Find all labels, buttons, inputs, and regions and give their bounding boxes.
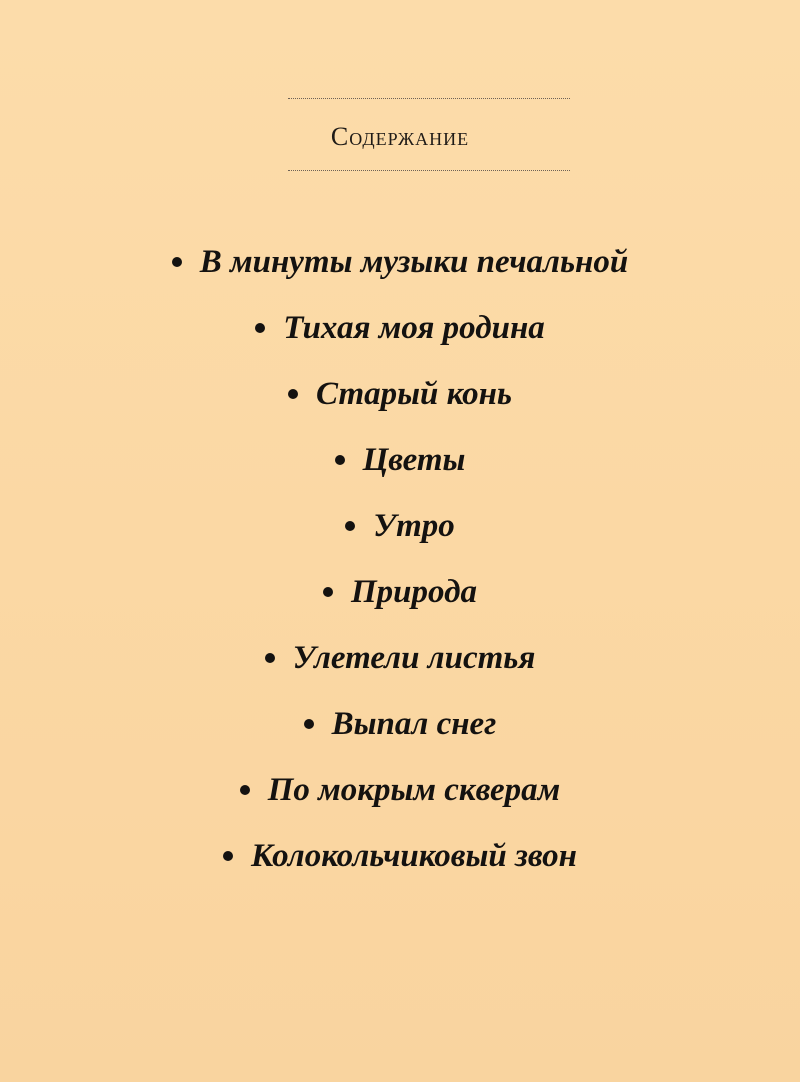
toc-item <box>0 438 800 504</box>
bullet-icon <box>345 521 355 531</box>
toc-item-title: Утро <box>373 508 455 544</box>
toc-item-title: По мокрым скверам <box>267 772 561 808</box>
toc-item <box>0 768 800 834</box>
toc-item-title: Цветы <box>362 442 466 478</box>
bullet-icon <box>172 257 182 267</box>
toc-item <box>0 240 800 306</box>
toc-item-title: Тихая моя родина <box>283 310 545 346</box>
toc-item <box>0 570 800 636</box>
toc-item-title: Выпал снег <box>331 706 497 742</box>
bullet-icon <box>288 389 298 399</box>
bottom-dotted-rule <box>288 170 570 171</box>
toc-item-title: В минуты музыки печальной <box>199 244 629 280</box>
table-of-contents <box>0 240 800 900</box>
toc-item-title: Улетели листья <box>292 640 536 676</box>
bullet-icon <box>223 851 233 861</box>
toc-item <box>0 504 800 570</box>
top-dotted-rule <box>288 98 570 99</box>
toc-item <box>0 834 800 900</box>
bullet-icon <box>323 587 333 597</box>
toc-item-title: Природа <box>351 574 477 610</box>
toc-item <box>0 372 800 438</box>
toc-item-title: Старый конь <box>315 376 513 412</box>
bullet-icon <box>304 719 314 729</box>
toc-item <box>0 636 800 702</box>
bullet-icon <box>265 653 275 663</box>
toc-item <box>0 306 800 372</box>
toc-item-title: Колокольчиковый звон <box>250 838 578 874</box>
bullet-icon <box>335 455 345 465</box>
bullet-icon <box>255 323 265 333</box>
toc-item <box>0 702 800 768</box>
bullet-icon <box>240 785 250 795</box>
contents-heading: Содержание <box>330 122 470 151</box>
